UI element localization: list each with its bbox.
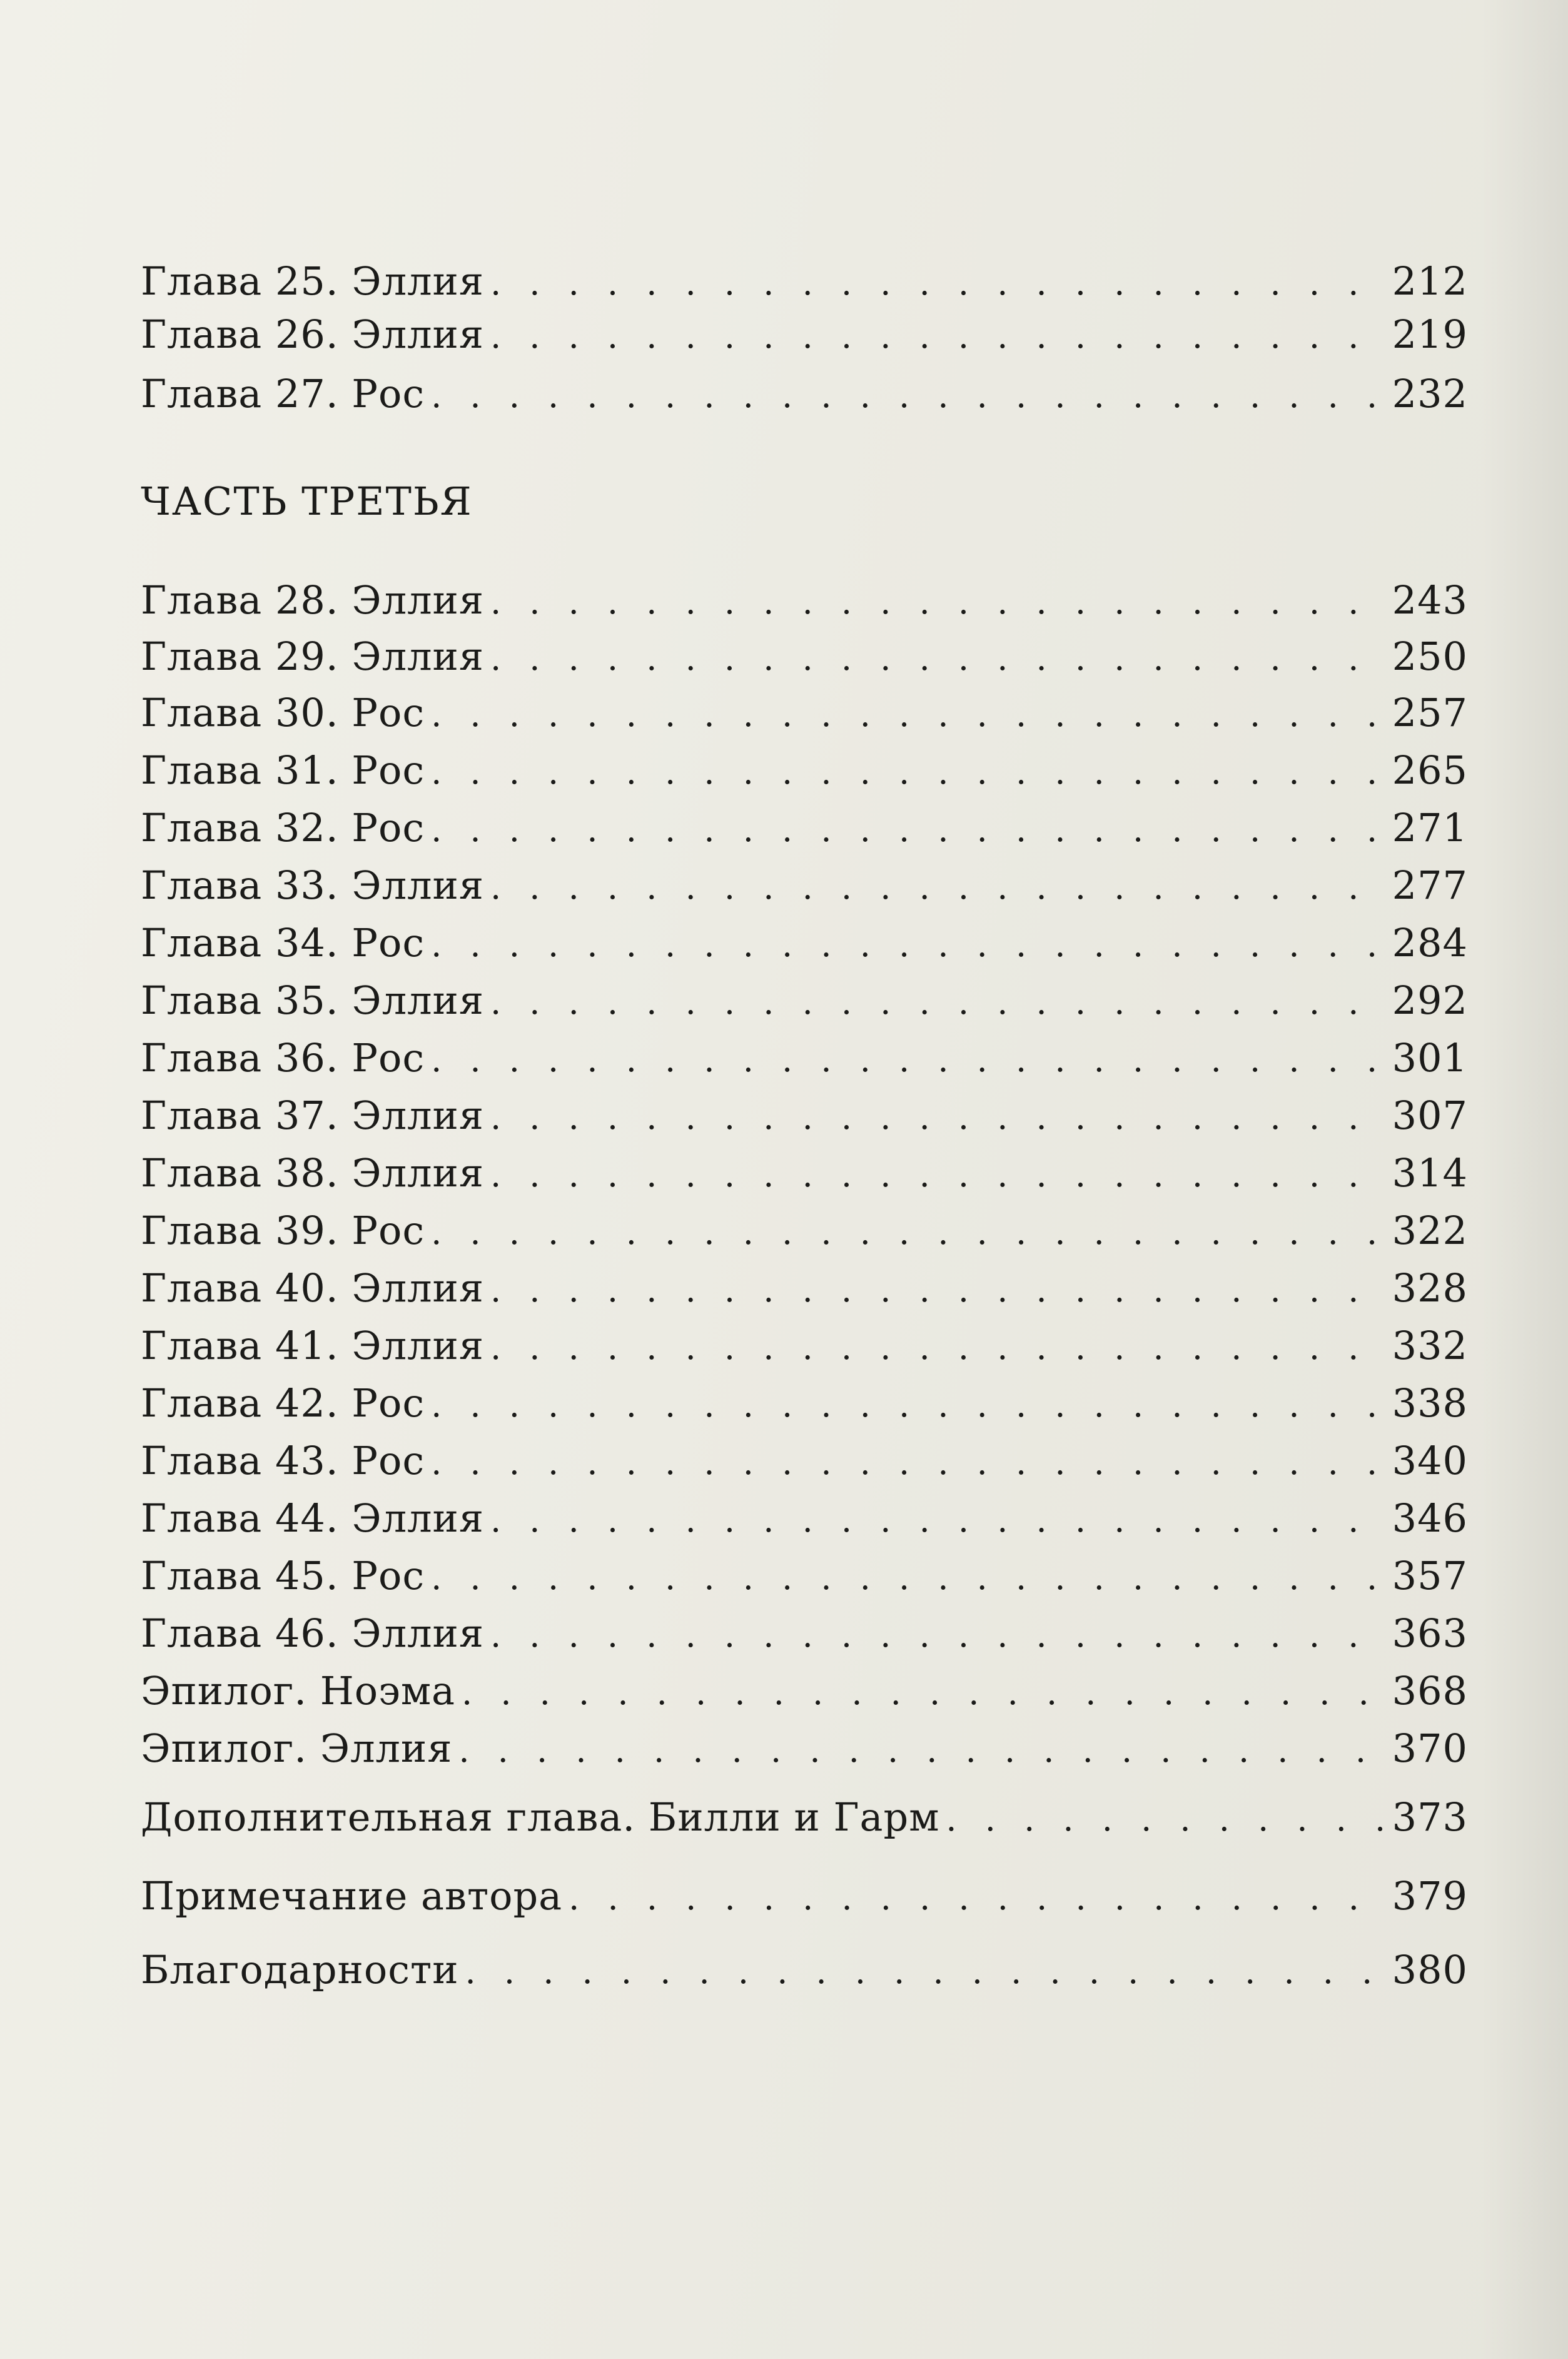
toc-entry [141,918,1468,968]
toc-entry [141,575,1468,625]
toc-dot-leader [490,1495,1386,1545]
toc-entry [141,1033,1468,1083]
toc-entry [141,256,1468,306]
toc-entry-label: Глава 42. Рос [141,1380,425,1426]
toc-dot-leader [431,1553,1386,1603]
toc-dot-leader [458,1725,1385,1776]
toc-entry-page: 380 [1392,1947,1468,1993]
toc-dot-leader [490,258,1386,308]
toc-dot-leader [490,862,1386,912]
toc-entry [141,803,1468,853]
toc-dot-leader [490,1610,1386,1660]
toc-entry [141,1666,1468,1716]
toc-entry-label: Глава 27. Рос [141,371,425,417]
toc-dot-leader [431,371,1386,421]
toc-entry-label: Глава 38. Эллия [141,1150,484,1196]
toc-entry-page: 340 [1392,1438,1468,1483]
toc-dot-leader [431,1438,1386,1488]
toc-entry-page: 322 [1392,1208,1468,1253]
toc-entry-page: 271 [1392,805,1468,851]
toc-entry-label: Глава 32. Рос [141,805,425,851]
toc-dot-leader [431,920,1386,970]
toc-entry-label: Глава 29. Эллия [141,634,484,679]
toc-entry-label: Глава 31. Рос [141,747,425,793]
toc-entry [141,1493,1468,1543]
toc-entry-page: 292 [1392,977,1468,1023]
toc-dot-leader [490,1150,1386,1200]
toc-entry-label: Глава 44. Эллия [141,1495,484,1541]
section-heading: ЧАСТЬ ТРЕТЬЯ [141,478,473,524]
toc-entry-label: Глава 34. Рос [141,920,425,966]
toc-dot-leader [490,1323,1386,1373]
toc-dot-leader [431,1208,1386,1258]
toc-entry [141,1321,1468,1371]
toc-entry-label: Глава 30. Рос [141,690,425,735]
toc-entry-page: 257 [1392,690,1468,735]
toc-entry-page: 314 [1392,1150,1468,1196]
toc-entry [141,1263,1468,1313]
toc-entry-page: 373 [1392,1794,1468,1840]
toc-entry-label: Глава 40. Эллия [141,1265,484,1311]
toc-entry [141,861,1468,911]
toc-entry-page: 265 [1392,747,1468,793]
toc-entry-label: Глава 36. Рос [141,1035,425,1081]
toc-entry-label: Глава 46. Эллия [141,1610,484,1656]
toc-entry [141,745,1468,796]
toc-entry-page: 277 [1392,862,1468,908]
toc-entry-page: 212 [1392,258,1468,304]
toc-entry-label: Глава 25. Эллия [141,258,484,304]
toc-dot-leader [431,1035,1386,1085]
toc-entry [141,1945,1468,1995]
toc-entry-page: 232 [1392,371,1468,417]
toc-entry-page: 370 [1392,1725,1468,1771]
toc-dot-leader [946,1794,1385,1844]
toc-entry-page: 363 [1392,1610,1468,1656]
toc-entry [141,1436,1468,1486]
toc-dot-leader [431,747,1386,797]
toc-entry-page: 368 [1392,1668,1468,1714]
toc-entry [141,1792,1468,1842]
toc-entry-label: Глава 28. Эллия [141,577,484,623]
toc-dot-leader [490,1093,1386,1143]
toc-dot-leader [462,1668,1386,1718]
toc-entry-label: Дополнительная глава. Билли и Гарм [141,1794,940,1840]
toc-dot-leader [569,1873,1386,1923]
toc-entry-page: 243 [1392,577,1468,623]
toc-dot-leader [490,311,1386,361]
toc-entry-label: Глава 45. Рос [141,1553,425,1599]
toc-entry-page: 328 [1392,1265,1468,1311]
toc-entry [141,369,1468,419]
toc-entry-label: Глава 33. Эллия [141,862,484,908]
toc-entry [141,1378,1468,1428]
toc-entry-page: 301 [1392,1035,1468,1081]
toc-dot-leader [490,1265,1386,1315]
toc-entry [141,1724,1468,1774]
toc-entry-page: 346 [1392,1495,1468,1541]
toc-entry [141,632,1468,682]
toc-entry-label: Глава 39. Рос [141,1208,425,1253]
toc-dot-leader [465,1947,1386,1997]
toc-dot-leader [490,977,1386,1028]
toc-dot-leader [431,805,1386,855]
toc-dot-leader [490,634,1386,684]
toc-entry [141,688,1468,738]
toc-entry [141,1551,1468,1601]
toc-entry [141,1148,1468,1198]
toc-entry [141,1206,1468,1256]
toc-entry-label: Глава 43. Рос [141,1438,425,1483]
toc-entry-label: Глава 37. Эллия [141,1093,484,1138]
toc-entry-label: Эпилог. Эллия [141,1725,453,1771]
toc-entry-page: 338 [1392,1380,1468,1426]
toc-entry [141,976,1468,1026]
toc-entry-page: 250 [1392,634,1468,679]
toc-entry-page: 219 [1392,311,1468,357]
toc-entry-label: Примечание автора [141,1873,563,1919]
toc-entry-page: 284 [1392,920,1468,966]
toc-entry-page: 357 [1392,1553,1468,1599]
toc-entry [141,1609,1468,1659]
toc-entry [141,1091,1468,1141]
toc-entry-page: 332 [1392,1323,1468,1368]
toc-entry-label: Глава 41. Эллия [141,1323,484,1368]
toc-entry-label: Глава 26. Эллия [141,311,484,357]
toc-entry [141,310,1468,360]
toc-entry-page: 307 [1392,1093,1468,1138]
toc-entry-label: Эпилог. Ноэма [141,1668,456,1714]
toc-entry-label: Глава 35. Эллия [141,977,484,1023]
toc-dot-leader [431,1380,1386,1430]
toc-entry [141,1871,1468,1921]
toc-entry-label: Благодарности [141,1947,459,1993]
toc-dot-leader [431,690,1386,740]
toc-entry-page: 379 [1392,1873,1468,1919]
toc-dot-leader [490,577,1386,627]
